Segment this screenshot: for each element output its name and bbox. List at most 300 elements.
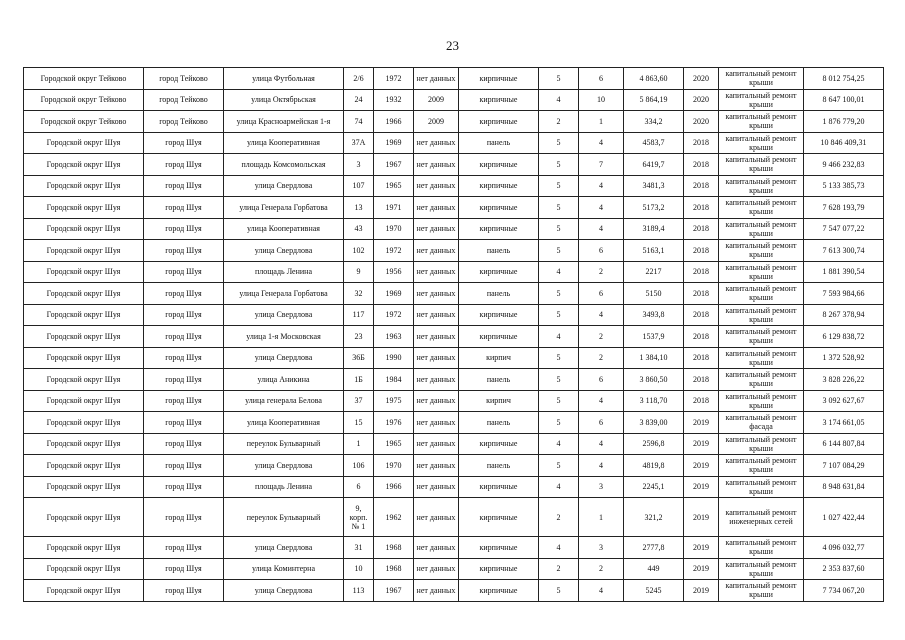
wall-material-cell: кирпичные bbox=[459, 476, 539, 498]
municipality-cell: Городской округ Шуя bbox=[24, 433, 144, 455]
entrances-cell: 10 bbox=[579, 89, 624, 111]
year-built-cell: 1966 bbox=[374, 111, 414, 133]
house-number-cell: 37 bbox=[344, 390, 374, 412]
table-row bbox=[24, 558, 884, 580]
wall-material-cell: кирпичные bbox=[459, 175, 539, 197]
last-repair-year-cell: нет данных bbox=[414, 283, 459, 305]
table-row bbox=[24, 304, 884, 326]
house-number-cell: 1Б bbox=[344, 369, 374, 391]
municipality-cell: Городской округ Шуя bbox=[24, 154, 144, 176]
street-cell: улица Кооперативная bbox=[224, 218, 344, 240]
street-cell: улица Генерала Горбатова bbox=[224, 283, 344, 305]
street-cell: улица Свердлова bbox=[224, 175, 344, 197]
last-repair-year-cell: нет данных bbox=[414, 537, 459, 559]
floors-cell: 2 bbox=[539, 558, 579, 580]
street-cell: улица Октябрьская bbox=[224, 89, 344, 111]
municipality-cell: Городской округ Шуя bbox=[24, 304, 144, 326]
house-number-cell: 10 bbox=[344, 558, 374, 580]
street-cell: улица Свердлова bbox=[224, 304, 344, 326]
municipality-cell: Городской округ Шуя bbox=[24, 369, 144, 391]
cost-cell: 1 876 779,20 bbox=[804, 111, 884, 133]
work-type-cell: капитальный ремонт крыши bbox=[719, 154, 804, 176]
year-built-cell: 1967 bbox=[374, 154, 414, 176]
area-cell: 3481,3 bbox=[624, 175, 684, 197]
table-row bbox=[24, 580, 884, 602]
planned-year-cell: 2018 bbox=[684, 326, 719, 348]
year-built-cell: 1975 bbox=[374, 390, 414, 412]
year-built-cell: 1970 bbox=[374, 218, 414, 240]
table-row bbox=[24, 433, 884, 455]
area-cell: 2596,8 bbox=[624, 433, 684, 455]
planned-year-cell: 2018 bbox=[684, 261, 719, 283]
city-cell: город Шуя bbox=[144, 537, 224, 559]
municipality-cell: Городской округ Шуя bbox=[24, 476, 144, 498]
wall-material-cell: кирпичные bbox=[459, 68, 539, 90]
planned-year-cell: 2020 bbox=[684, 111, 719, 133]
city-cell: город Шуя bbox=[144, 455, 224, 477]
municipality-cell: Городской округ Шуя bbox=[24, 537, 144, 559]
last-repair-year-cell: нет данных bbox=[414, 580, 459, 602]
planned-year-cell: 2018 bbox=[684, 154, 719, 176]
municipality-cell: Городской округ Тейково bbox=[24, 111, 144, 133]
area-cell: 2245,1 bbox=[624, 476, 684, 498]
year-built-cell: 1968 bbox=[374, 537, 414, 559]
planned-year-cell: 2018 bbox=[684, 369, 719, 391]
work-type-cell: капитальный ремонт крыши bbox=[719, 132, 804, 154]
street-cell: улица Кооперативная bbox=[224, 132, 344, 154]
house-number-cell: 1 bbox=[344, 433, 374, 455]
area-cell: 5245 bbox=[624, 580, 684, 602]
last-repair-year-cell: нет данных bbox=[414, 154, 459, 176]
floors-cell: 5 bbox=[539, 283, 579, 305]
wall-material-cell: кирпичные bbox=[459, 498, 539, 537]
floors-cell: 5 bbox=[539, 412, 579, 434]
municipality-cell: Городской округ Шуя bbox=[24, 132, 144, 154]
municipality-cell: Городской округ Шуя bbox=[24, 175, 144, 197]
floors-cell: 2 bbox=[539, 498, 579, 537]
year-built-cell: 1990 bbox=[374, 347, 414, 369]
city-cell: город Шуя bbox=[144, 580, 224, 602]
wall-material-cell: кирпичные bbox=[459, 580, 539, 602]
cost-cell: 3 828 226,22 bbox=[804, 369, 884, 391]
table-row bbox=[24, 498, 884, 537]
last-repair-year-cell: нет данных bbox=[414, 455, 459, 477]
municipality-cell: Городской округ Шуя bbox=[24, 240, 144, 262]
cost-cell: 1 027 422,44 bbox=[804, 498, 884, 537]
work-type-cell: капитальный ремонт крыши bbox=[719, 89, 804, 111]
house-number-cell: 37А bbox=[344, 132, 374, 154]
entrances-cell: 4 bbox=[579, 132, 624, 154]
street-cell: улица Коминтерна bbox=[224, 558, 344, 580]
city-cell: город Шуя bbox=[144, 390, 224, 412]
floors-cell: 5 bbox=[539, 240, 579, 262]
table-row bbox=[24, 197, 884, 219]
year-built-cell: 1966 bbox=[374, 476, 414, 498]
year-built-cell: 1965 bbox=[374, 433, 414, 455]
work-type-cell: капитальный ремонт крыши bbox=[719, 476, 804, 498]
cost-cell: 6 129 838,72 bbox=[804, 326, 884, 348]
street-cell: улица Генерала Горбатова bbox=[224, 197, 344, 219]
entrances-cell: 4 bbox=[579, 433, 624, 455]
page-number: 23 bbox=[446, 38, 459, 53]
table-row bbox=[24, 537, 884, 559]
entrances-cell: 4 bbox=[579, 455, 624, 477]
wall-material-cell: кирпичные bbox=[459, 111, 539, 133]
area-cell: 3189,4 bbox=[624, 218, 684, 240]
cost-cell: 9 466 232,83 bbox=[804, 154, 884, 176]
street-cell: площадь Комсомольская bbox=[224, 154, 344, 176]
entrances-cell: 2 bbox=[579, 558, 624, 580]
floors-cell: 5 bbox=[539, 175, 579, 197]
entrances-cell: 1 bbox=[579, 111, 624, 133]
house-number-cell: 102 bbox=[344, 240, 374, 262]
house-number-cell: 13 bbox=[344, 197, 374, 219]
cost-cell: 8 267 378,94 bbox=[804, 304, 884, 326]
work-type-cell: капитальный ремонт крыши bbox=[719, 197, 804, 219]
last-repair-year-cell: нет данных bbox=[414, 68, 459, 90]
work-type-cell: капитальный ремонт фасада bbox=[719, 412, 804, 434]
table-row bbox=[24, 261, 884, 283]
area-cell: 4583,7 bbox=[624, 132, 684, 154]
planned-year-cell: 2019 bbox=[684, 455, 719, 477]
floors-cell: 5 bbox=[539, 304, 579, 326]
last-repair-year-cell: нет данных bbox=[414, 433, 459, 455]
cost-cell: 6 144 807,84 bbox=[804, 433, 884, 455]
house-number-cell: 36Б bbox=[344, 347, 374, 369]
area-cell: 334,2 bbox=[624, 111, 684, 133]
entrances-cell: 6 bbox=[579, 68, 624, 90]
planned-year-cell: 2018 bbox=[684, 175, 719, 197]
city-cell: город Шуя bbox=[144, 433, 224, 455]
entrances-cell: 3 bbox=[579, 476, 624, 498]
area-cell: 3 860,50 bbox=[624, 369, 684, 391]
area-cell: 449 bbox=[624, 558, 684, 580]
year-built-cell: 1972 bbox=[374, 68, 414, 90]
city-cell: город Шуя bbox=[144, 240, 224, 262]
wall-material-cell: панель bbox=[459, 240, 539, 262]
last-repair-year-cell: нет данных bbox=[414, 476, 459, 498]
table-row bbox=[24, 455, 884, 477]
table-row bbox=[24, 326, 884, 348]
city-cell: город Шуя bbox=[144, 304, 224, 326]
planned-year-cell: 2018 bbox=[684, 390, 719, 412]
entrances-cell: 6 bbox=[579, 412, 624, 434]
city-cell: город Тейково bbox=[144, 111, 224, 133]
wall-material-cell: панель bbox=[459, 412, 539, 434]
municipality-cell: Городской округ Шуя bbox=[24, 580, 144, 602]
year-built-cell: 1965 bbox=[374, 175, 414, 197]
planned-year-cell: 2019 bbox=[684, 580, 719, 602]
wall-material-cell: кирпичные bbox=[459, 326, 539, 348]
last-repair-year-cell: нет данных bbox=[414, 390, 459, 412]
table-row bbox=[24, 111, 884, 133]
area-cell: 2217 bbox=[624, 261, 684, 283]
work-type-cell: капитальный ремонт крыши bbox=[719, 537, 804, 559]
area-cell: 4 863,60 bbox=[624, 68, 684, 90]
last-repair-year-cell: нет данных bbox=[414, 347, 459, 369]
municipality-cell: Городской округ Тейково bbox=[24, 68, 144, 90]
floors-cell: 4 bbox=[539, 89, 579, 111]
table-row bbox=[24, 283, 884, 305]
city-cell: город Шуя bbox=[144, 154, 224, 176]
house-number-cell: 31 bbox=[344, 537, 374, 559]
table-row bbox=[24, 412, 884, 434]
work-type-cell: капитальный ремонт крыши bbox=[719, 390, 804, 412]
last-repair-year-cell: нет данных bbox=[414, 369, 459, 391]
cost-cell: 8 647 100,01 bbox=[804, 89, 884, 111]
year-built-cell: 1972 bbox=[374, 240, 414, 262]
city-cell: город Шуя bbox=[144, 498, 224, 537]
wall-material-cell: панель bbox=[459, 455, 539, 477]
wall-material-cell: панель bbox=[459, 369, 539, 391]
street-cell: улица 1-я Московская bbox=[224, 326, 344, 348]
house-number-cell: 106 bbox=[344, 455, 374, 477]
work-type-cell: капитальный ремонт крыши bbox=[719, 455, 804, 477]
wall-material-cell: кирпичные bbox=[459, 197, 539, 219]
year-built-cell: 1984 bbox=[374, 369, 414, 391]
entrances-cell: 4 bbox=[579, 304, 624, 326]
last-repair-year-cell: нет данных bbox=[414, 558, 459, 580]
table-row bbox=[24, 89, 884, 111]
city-cell: город Шуя bbox=[144, 558, 224, 580]
planned-year-cell: 2018 bbox=[684, 197, 719, 219]
municipality-cell: Городской округ Шуя bbox=[24, 261, 144, 283]
planned-year-cell: 2018 bbox=[684, 304, 719, 326]
work-type-cell: капитальный ремонт крыши bbox=[719, 111, 804, 133]
last-repair-year-cell: нет данных bbox=[414, 498, 459, 537]
floors-cell: 4 bbox=[539, 476, 579, 498]
area-cell: 3 118,70 bbox=[624, 390, 684, 412]
cost-cell: 8 012 754,25 bbox=[804, 68, 884, 90]
floors-cell: 2 bbox=[539, 111, 579, 133]
municipality-cell: Городской округ Тейково bbox=[24, 89, 144, 111]
entrances-cell: 4 bbox=[579, 197, 624, 219]
city-cell: город Шуя bbox=[144, 175, 224, 197]
municipality-cell: Городской округ Шуя bbox=[24, 455, 144, 477]
street-cell: переулок Бульварный bbox=[224, 498, 344, 537]
work-type-cell: капитальный ремонт крыши bbox=[719, 580, 804, 602]
city-cell: город Шуя bbox=[144, 132, 224, 154]
planned-year-cell: 2019 bbox=[684, 537, 719, 559]
house-number-cell: 3 bbox=[344, 154, 374, 176]
city-cell: город Тейково bbox=[144, 68, 224, 90]
cost-cell: 7 593 984,66 bbox=[804, 283, 884, 305]
entrances-cell: 4 bbox=[579, 175, 624, 197]
wall-material-cell: кирпичные bbox=[459, 558, 539, 580]
area-cell: 5163,1 bbox=[624, 240, 684, 262]
year-built-cell: 1932 bbox=[374, 89, 414, 111]
last-repair-year-cell: нет данных bbox=[414, 261, 459, 283]
house-number-cell: 2/6 bbox=[344, 68, 374, 90]
year-built-cell: 1976 bbox=[374, 412, 414, 434]
planned-year-cell: 2019 bbox=[684, 498, 719, 537]
work-type-cell: капитальный ремонт крыши bbox=[719, 558, 804, 580]
cost-cell: 2 353 837,60 bbox=[804, 558, 884, 580]
wall-material-cell: кирпичные bbox=[459, 89, 539, 111]
wall-material-cell: кирпичные bbox=[459, 218, 539, 240]
street-cell: улица Кооперативная bbox=[224, 412, 344, 434]
house-number-cell: 43 bbox=[344, 218, 374, 240]
floors-cell: 5 bbox=[539, 369, 579, 391]
table-row bbox=[24, 154, 884, 176]
entrances-cell: 3 bbox=[579, 537, 624, 559]
planned-year-cell: 2019 bbox=[684, 476, 719, 498]
street-cell: улица Свердлова bbox=[224, 580, 344, 602]
entrances-cell: 2 bbox=[579, 261, 624, 283]
last-repair-year-cell: нет данных bbox=[414, 326, 459, 348]
last-repair-year-cell: нет данных bbox=[414, 197, 459, 219]
cost-cell: 3 092 627,67 bbox=[804, 390, 884, 412]
year-built-cell: 1972 bbox=[374, 304, 414, 326]
entrances-cell: 2 bbox=[579, 347, 624, 369]
entrances-cell: 4 bbox=[579, 218, 624, 240]
area-cell: 3493,8 bbox=[624, 304, 684, 326]
municipality-cell: Городской округ Шуя bbox=[24, 218, 144, 240]
last-repair-year-cell: нет данных bbox=[414, 412, 459, 434]
wall-material-cell: кирпичные bbox=[459, 537, 539, 559]
planned-year-cell: 2020 bbox=[684, 68, 719, 90]
year-built-cell: 1967 bbox=[374, 580, 414, 602]
area-cell: 1537,9 bbox=[624, 326, 684, 348]
area-cell: 5150 bbox=[624, 283, 684, 305]
street-cell: улица генерала Белова bbox=[224, 390, 344, 412]
planned-year-cell: 2018 bbox=[684, 240, 719, 262]
city-cell: город Шуя bbox=[144, 476, 224, 498]
wall-material-cell: панель bbox=[459, 283, 539, 305]
work-type-cell: капитальный ремонт крыши bbox=[719, 304, 804, 326]
last-repair-year-cell: нет данных bbox=[414, 304, 459, 326]
cost-cell: 7 547 077,22 bbox=[804, 218, 884, 240]
cost-cell: 4 096 032,77 bbox=[804, 537, 884, 559]
planned-year-cell: 2019 bbox=[684, 558, 719, 580]
work-type-cell: капитальный ремонт крыши bbox=[719, 369, 804, 391]
planned-year-cell: 2018 bbox=[684, 132, 719, 154]
wall-material-cell: панель bbox=[459, 132, 539, 154]
street-cell: площадь Ленина bbox=[224, 476, 344, 498]
wall-material-cell: кирпичные bbox=[459, 304, 539, 326]
house-number-cell: 23 bbox=[344, 326, 374, 348]
city-cell: город Шуя bbox=[144, 347, 224, 369]
floors-cell: 5 bbox=[539, 68, 579, 90]
house-number-cell: 74 bbox=[344, 111, 374, 133]
municipality-cell: Городской округ Шуя bbox=[24, 197, 144, 219]
cost-cell: 1 881 390,54 bbox=[804, 261, 884, 283]
work-type-cell: капитальный ремонт крыши bbox=[719, 218, 804, 240]
work-type-cell: капитальный ремонт крыши bbox=[719, 240, 804, 262]
floors-cell: 5 bbox=[539, 347, 579, 369]
cost-cell: 1 372 528,92 bbox=[804, 347, 884, 369]
cost-cell: 5 133 385,73 bbox=[804, 175, 884, 197]
house-number-cell: 9, корп. № 1 bbox=[344, 498, 374, 537]
house-number-cell: 117 bbox=[344, 304, 374, 326]
floors-cell: 5 bbox=[539, 218, 579, 240]
house-number-cell: 32 bbox=[344, 283, 374, 305]
table-row bbox=[24, 240, 884, 262]
area-cell: 321,2 bbox=[624, 498, 684, 537]
floors-cell: 4 bbox=[539, 326, 579, 348]
last-repair-year-cell: нет данных bbox=[414, 218, 459, 240]
area-cell: 6419,7 bbox=[624, 154, 684, 176]
entrances-cell: 6 bbox=[579, 240, 624, 262]
area-cell: 2777,8 bbox=[624, 537, 684, 559]
last-repair-year-cell: нет данных bbox=[414, 175, 459, 197]
last-repair-year-cell: 2009 bbox=[414, 89, 459, 111]
area-cell: 1 384,10 bbox=[624, 347, 684, 369]
table-row bbox=[24, 175, 884, 197]
wall-material-cell: кирпичные bbox=[459, 154, 539, 176]
work-type-cell: капитальный ремонт крыши bbox=[719, 433, 804, 455]
planned-year-cell: 2018 bbox=[684, 218, 719, 240]
street-cell: улица Свердлова bbox=[224, 537, 344, 559]
entrances-cell: 6 bbox=[579, 283, 624, 305]
street-cell: улица Свердлова bbox=[224, 240, 344, 262]
table-row bbox=[24, 390, 884, 412]
floors-cell: 5 bbox=[539, 197, 579, 219]
floors-cell: 5 bbox=[539, 132, 579, 154]
cost-cell: 3 174 661,05 bbox=[804, 412, 884, 434]
house-number-cell: 107 bbox=[344, 175, 374, 197]
entrances-cell: 6 bbox=[579, 369, 624, 391]
city-cell: город Шуя bbox=[144, 369, 224, 391]
municipality-cell: Городской округ Шуя bbox=[24, 347, 144, 369]
year-built-cell: 1969 bbox=[374, 132, 414, 154]
table-row bbox=[24, 369, 884, 391]
cost-cell: 7 628 193,79 bbox=[804, 197, 884, 219]
registry-table bbox=[23, 67, 884, 602]
table-row bbox=[24, 347, 884, 369]
planned-year-cell: 2018 bbox=[684, 347, 719, 369]
cost-cell: 7 613 300,74 bbox=[804, 240, 884, 262]
municipality-cell: Городской округ Шуя bbox=[24, 326, 144, 348]
area-cell: 5173,2 bbox=[624, 197, 684, 219]
table-row bbox=[24, 476, 884, 498]
floors-cell: 5 bbox=[539, 455, 579, 477]
wall-material-cell: кирпичные bbox=[459, 261, 539, 283]
house-number-cell: 113 bbox=[344, 580, 374, 602]
last-repair-year-cell: нет данных bbox=[414, 132, 459, 154]
municipality-cell: Городской округ Шуя bbox=[24, 558, 144, 580]
year-built-cell: 1963 bbox=[374, 326, 414, 348]
work-type-cell: капитальный ремонт крыши bbox=[719, 283, 804, 305]
municipality-cell: Городской округ Шуя bbox=[24, 412, 144, 434]
city-cell: город Шуя bbox=[144, 197, 224, 219]
city-cell: город Шуя bbox=[144, 412, 224, 434]
street-cell: переулок Бульварный bbox=[224, 433, 344, 455]
city-cell: город Шуя bbox=[144, 261, 224, 283]
city-cell: город Шуя bbox=[144, 283, 224, 305]
floors-cell: 4 bbox=[539, 433, 579, 455]
cost-cell: 7 734 067,20 bbox=[804, 580, 884, 602]
work-type-cell: капитальный ремонт крыши bbox=[719, 261, 804, 283]
cost-cell: 7 107 084,29 bbox=[804, 455, 884, 477]
year-built-cell: 1956 bbox=[374, 261, 414, 283]
area-cell: 4819,8 bbox=[624, 455, 684, 477]
table-row bbox=[24, 218, 884, 240]
city-cell: город Тейково bbox=[144, 89, 224, 111]
house-number-cell: 24 bbox=[344, 89, 374, 111]
last-repair-year-cell: нет данных bbox=[414, 240, 459, 262]
street-cell: улица Красноармейская 1-я bbox=[224, 111, 344, 133]
municipality-cell: Городской округ Шуя bbox=[24, 498, 144, 537]
year-built-cell: 1962 bbox=[374, 498, 414, 537]
floors-cell: 4 bbox=[539, 537, 579, 559]
floors-cell: 5 bbox=[539, 154, 579, 176]
work-type-cell: капитальный ремонт крыши bbox=[719, 175, 804, 197]
wall-material-cell: кирпич bbox=[459, 390, 539, 412]
municipality-cell: Городской округ Шуя bbox=[24, 283, 144, 305]
last-repair-year-cell: 2009 bbox=[414, 111, 459, 133]
floors-cell: 5 bbox=[539, 580, 579, 602]
